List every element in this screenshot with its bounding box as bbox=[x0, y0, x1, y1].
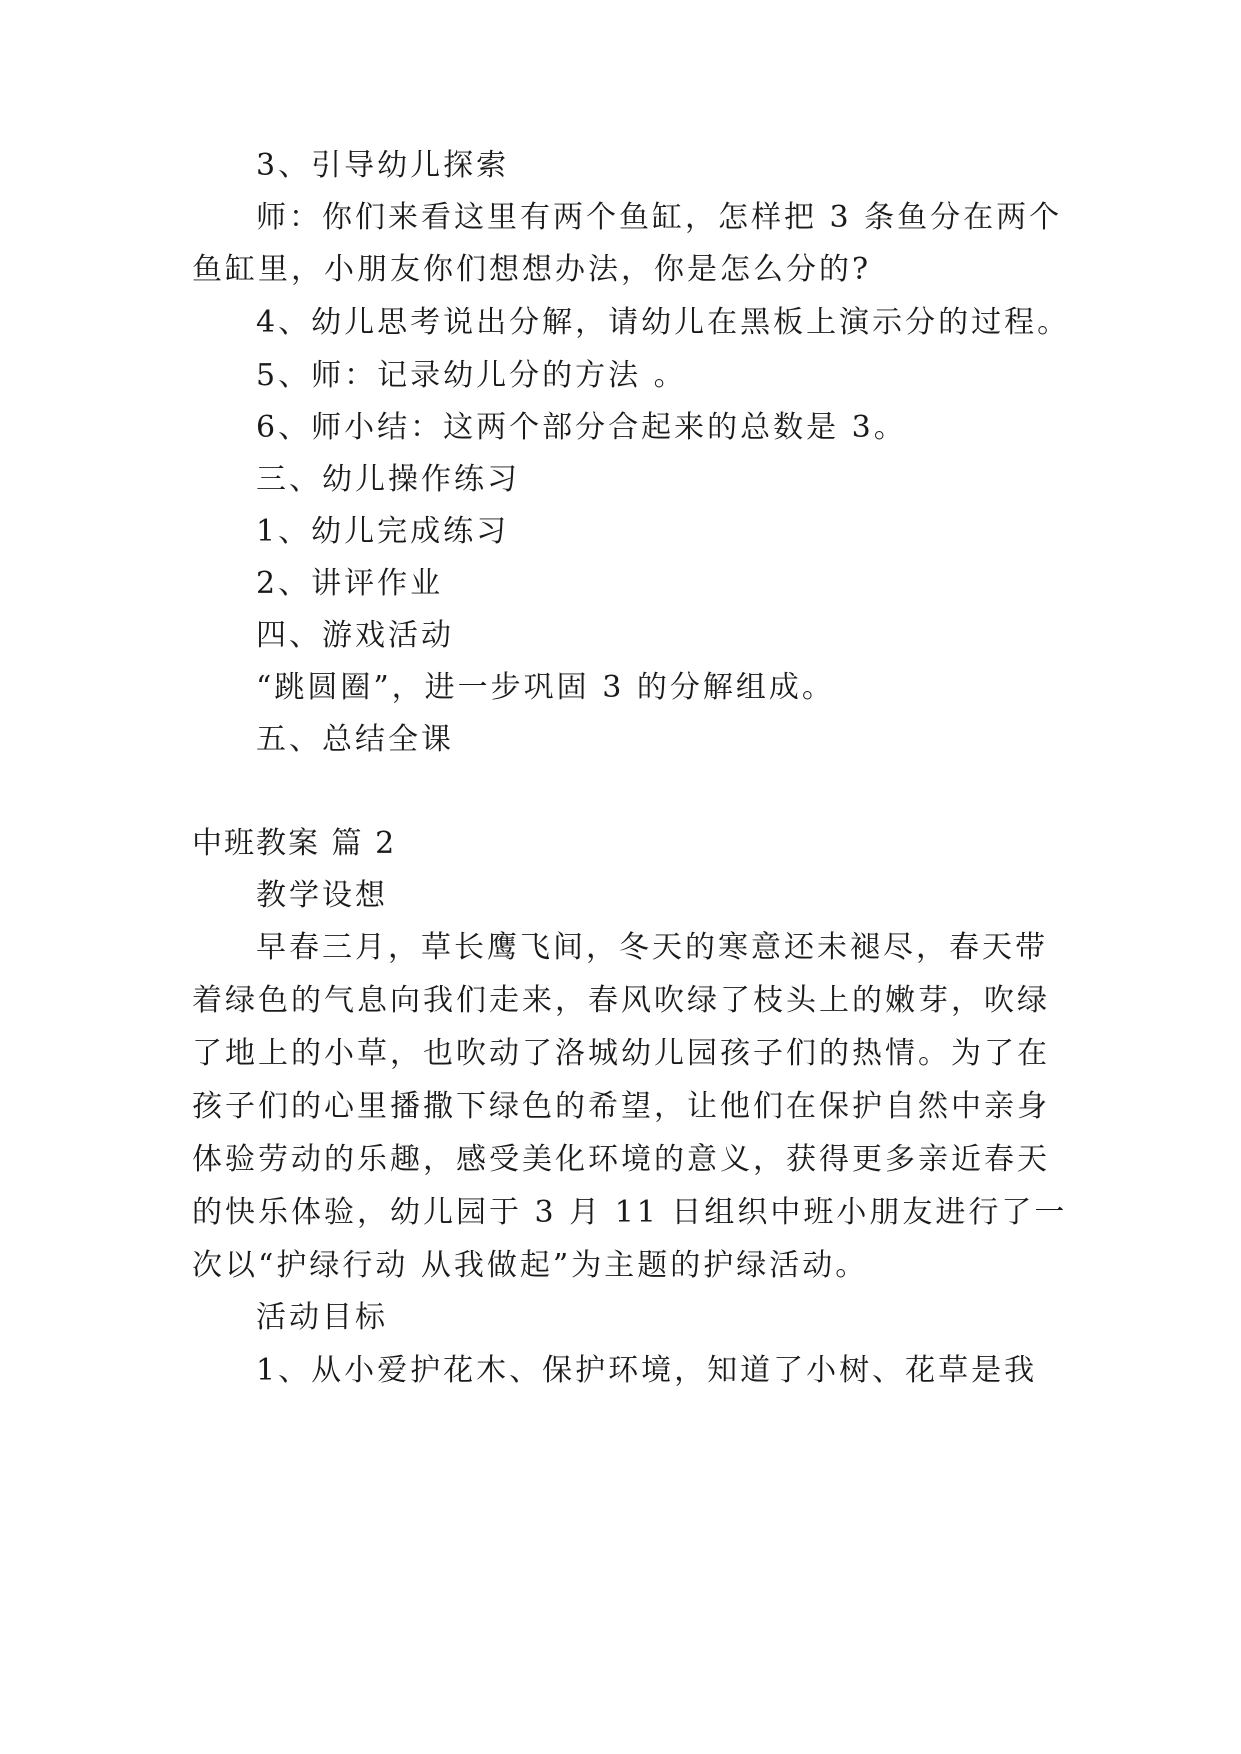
step-3-line: 3、引导幼儿探索 bbox=[256, 148, 510, 183]
paragraph-line-4: 孩子们的心里播撒下绿色的希望，让他们在保护自然中亲身 bbox=[192, 1089, 1050, 1124]
paragraph-line-2: 着绿色的气息向我们走来，春风吹绿了枝头上的嫩芽，吹绿 bbox=[192, 983, 1050, 1018]
part-5-heading: 五、总结全课 bbox=[256, 722, 454, 757]
goals-heading: 活动目标 bbox=[256, 1300, 388, 1335]
part-3-item-1: 1、幼儿完成练习 bbox=[256, 514, 510, 549]
section-2-title: 中班教案 篇 2 bbox=[192, 826, 397, 861]
paragraph-line-3: 了地上的小草，也吹动了洛城幼儿园孩子们的热情。为了在 bbox=[192, 1036, 1050, 1071]
step-5-line: 5、师：记录幼儿分的方法 。 bbox=[256, 358, 687, 393]
paragraph-line-7: 次以“护绿行动 从我做起”为主题的护绿活动。 bbox=[192, 1248, 869, 1283]
part-4-heading: 四、游戏活动 bbox=[256, 618, 454, 653]
part-4-description: “跳圆圈”，进一步巩固 3 的分解组成。 bbox=[256, 670, 835, 705]
paragraph-line-1: 早春三月，草长鹰飞间，冬天的寒意还未褪尽，春天带 bbox=[256, 930, 1048, 965]
teacher-dialogue-line-2: 鱼缸里，小朋友你们想想办法，你是怎么分的? bbox=[192, 252, 872, 287]
paragraph-line-5: 体验劳动的乐趣，感受美化环境的意义，获得更多亲近春天 bbox=[192, 1142, 1050, 1177]
teacher-dialogue-line-1: 师：你们来看这里有两个鱼缸，怎样把 3 条鱼分在两个 bbox=[256, 200, 1063, 235]
part-3-heading: 三、幼儿操作练习 bbox=[256, 462, 520, 497]
step-4-line: 4、幼儿思考说出分解，请幼儿在黑板上演示分的过程。 bbox=[256, 305, 1071, 340]
goal-1-line: 1、从小爱护花木、保护环境，知道了小树、花草是我 bbox=[256, 1353, 1038, 1388]
step-6-line: 6、师小结：这两个部分合起来的总数是 3。 bbox=[256, 410, 907, 445]
section-2-subtitle: 教学设想 bbox=[256, 878, 388, 913]
paragraph-line-6: 的快乐体验，幼儿园于 3 月 11 日组织中班小朋友进行了一 bbox=[192, 1195, 1068, 1230]
part-3-item-2: 2、讲评作业 bbox=[256, 566, 444, 601]
